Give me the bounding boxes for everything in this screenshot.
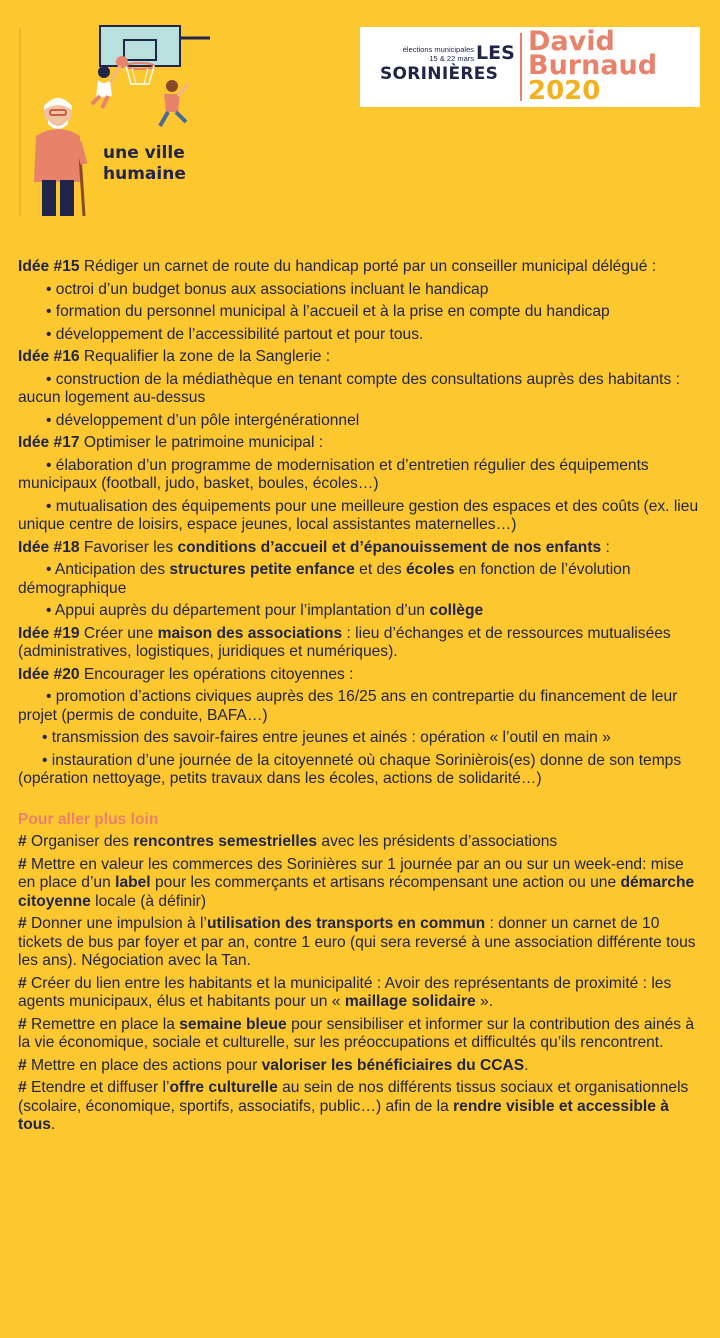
idea-19-pre: Créer une (79, 624, 158, 642)
further-2-b1: label (115, 874, 151, 891)
further-1-bold: rencontres semestrielles (133, 833, 318, 850)
idea-18-pre: Favoriser les (79, 538, 178, 556)
hash-bullet: # (18, 855, 27, 873)
idea-15-item-3: • développement de l’accessibilité partout et pour tous. (46, 325, 424, 343)
further-4-bold: maillage solidaire (344, 993, 476, 1010)
idea-16-item-1: • construction de la médiathèque en tenant compte des consultations auprès des habitants : aucun logement au-dessus (18, 370, 680, 406)
further-2-pre: Mettre en valeur les commerces des Sorinières sur 1 journée par an ou sur un week-end: mise en place d’un (18, 855, 684, 891)
further-item-5 (18, 1016, 704, 1053)
idea-20-item-2: • transmission des savoir-faires entre jeunes et ainés : opération « l’outil en main » (42, 729, 611, 746)
idea-17-item-1: • élaboration d’un programme de modernisation et d’entretien régulier des équipements municipaux (football, judo, basket, boules, écoles…) (18, 456, 649, 492)
further-3-bold: utilisation des transports en commun (206, 915, 486, 932)
idea-18 (18, 539, 704, 558)
idea-18-item-1-mid: et des (354, 561, 406, 578)
idea-20-item-3: • instauration d’une journée de la citoyenneté où chaque Sorinièrois(es) donne de son temps (opération nettoyage, petits travaux dans les écoles, actions de solidarité…) (18, 751, 682, 787)
idea-16-item-2: • développement d’un pôle intergénérationnel (46, 411, 360, 429)
idea-16 (18, 348, 704, 367)
basketball-elder-children-illustration-icon (18, 24, 218, 218)
idea-18-item-1-b1: structures petite enfance (169, 561, 355, 578)
further-7-mid: au sein de nos différents tissus sociaux et organisationnels (scolaire, économique, sportifs, associatifs, public…) afin de la (18, 1079, 689, 1115)
idea-18-bold: conditions d’accueil et d’épanouissement de nos enfants (177, 538, 602, 556)
campaign-logo (360, 27, 700, 107)
further-item-7 (18, 1079, 704, 1135)
idea-18-item-1-pre: • Anticipation des (46, 561, 170, 578)
further-2-b2: démarche citoyenne (18, 874, 695, 910)
hash-bullet: # (18, 915, 27, 932)
idea-17-text: Optimiser le patrimoine municipal : (79, 434, 324, 451)
further-title: Pour aller plus loin (18, 810, 159, 828)
idea-18-item-1-post: en fonction de l’évolution démographique (18, 561, 631, 597)
further-item-6 (18, 1057, 704, 1076)
idea-19-bold: maison des associations (157, 624, 343, 642)
hash-bullet: # (18, 974, 27, 992)
idea-19 (18, 625, 704, 662)
idea-18-item-2 (18, 602, 704, 621)
tagline (103, 143, 186, 185)
section-gap (18, 793, 704, 811)
idea-18-item-1 (18, 561, 704, 598)
tagline-line2: humaine (103, 164, 186, 184)
further-5-bold: semaine bleue (179, 1015, 287, 1033)
idea-15-label: Idée #15 (18, 258, 80, 275)
further-4-post: ». (475, 993, 494, 1010)
logo-name-last: Burnaud (528, 50, 658, 81)
hash-bullet: # (18, 833, 27, 850)
idea-17 (18, 434, 704, 453)
further-item-2 (18, 856, 704, 912)
further-1-post: avec les présidents d’associations (317, 833, 558, 850)
idea-18-item-1-b2: écoles (405, 561, 455, 578)
further-item-1 (18, 833, 704, 852)
further-5-post: pour sensibiliser et informer sur la contribution des ainés à la vie économique, sociale et culturelle, sur les préoccupations et difficultés qu’ils rencontrent. (18, 1015, 695, 1051)
further-4-pre: Créer du lien entre les habitants et la municipalité : Avoir des représentants de proximité : les agents municipaux, élus et habitants pour un « (18, 974, 672, 1010)
logo-sorinieres: SORINIÈRES (380, 64, 499, 84)
idea-17-label: Idée #17 (18, 434, 80, 451)
idea-20-text: Encourager les opérations citoyennes : (79, 665, 354, 683)
idea-15-item-1: • octroi d’un budget bonus aux associations incluant le handicap (46, 280, 489, 298)
logo-year: 2020 (528, 76, 601, 106)
idea-15-item-2: • formation du personnel municipal à l’accueil et à la prise en compte du handicap (46, 303, 610, 320)
elections-dates (380, 45, 474, 63)
further-item-4 (18, 975, 704, 1012)
further-5-pre: Remettre en place la (26, 1015, 180, 1033)
idea-19-post: : lieu d’échanges et de ressources mutualisées (administratives, logistiques, juridiques et numériques). (18, 624, 671, 660)
further-3-post: : donner un carnet de 10 tickets de bus par foyer et par an, contre 1 euro (qui sera reversé à une association différente tous les ans). Négociation avec la Tan. (18, 915, 696, 969)
logo-divider (520, 33, 522, 101)
further-2-post: locale (à définir) (90, 892, 207, 910)
further-7-post: . (50, 1116, 56, 1133)
idea-20 (18, 666, 704, 685)
idea-18-post: : (601, 538, 610, 556)
further-6-bold: valoriser les bénéficiaires du CCAS (261, 1056, 525, 1074)
hash-bullet: # (18, 1015, 27, 1033)
further-7-pre: Etendre et diffuser l’ (26, 1079, 170, 1096)
further-7-b1: offre culturelle (169, 1079, 278, 1096)
idea-17-item-2: • mutualisation des équipements pour une meilleure gestion des espaces et des coûts (ex. lieu unique centre de loisirs, espace jeunes, local assistantes maternelles…) (18, 497, 699, 533)
idea-15-text: Rédiger un carnet de route du handicap porté par un conseiller municipal délégué : (79, 258, 657, 275)
idea-16-label: Idée #16 (18, 348, 80, 365)
idea-18-item-2-pre: • Appui auprès du département pour l’implantation d’un (46, 602, 430, 619)
hash-bullet: # (18, 1056, 27, 1074)
idea-18-item-2-bold: collège (429, 602, 484, 619)
further-6-post: . (524, 1056, 529, 1074)
further-item-3 (18, 915, 704, 971)
further-2-mid: pour les commerçants et artisans récompensant une action ou une (150, 874, 621, 891)
further-1-pre: Organiser des (26, 833, 134, 850)
idea-20-label: Idée #20 (18, 665, 80, 683)
logo-les: LES (476, 42, 515, 64)
idea-16-text: Requalifier la zone de la Sanglerie : (79, 348, 331, 365)
idea-18-label: Idée #18 (18, 538, 80, 556)
hash-bullet: # (18, 1079, 27, 1096)
idea-20-item-1: • promotion d’actions civiques auprès des 16/25 ans en contrepartie du financement de leur projet (permis de conduite, BAFA…) (18, 688, 678, 724)
further-3-pre: Donner une impulsion à l’ (26, 915, 207, 932)
idea-19-label: Idée #19 (18, 624, 80, 642)
idea-15 (18, 258, 704, 277)
further-6-pre: Mettre en place des actions pour (26, 1056, 262, 1074)
logo-name-first: David (528, 26, 615, 57)
elections-line1: élections municipales (402, 45, 474, 54)
elections-line2: 15 & 22 mars (429, 54, 474, 63)
program-content (18, 258, 704, 1139)
header-illustration (18, 24, 218, 218)
tagline-line1: une ville (103, 143, 185, 163)
further-7-b2: rendre visible et accessible à tous (18, 1097, 669, 1133)
